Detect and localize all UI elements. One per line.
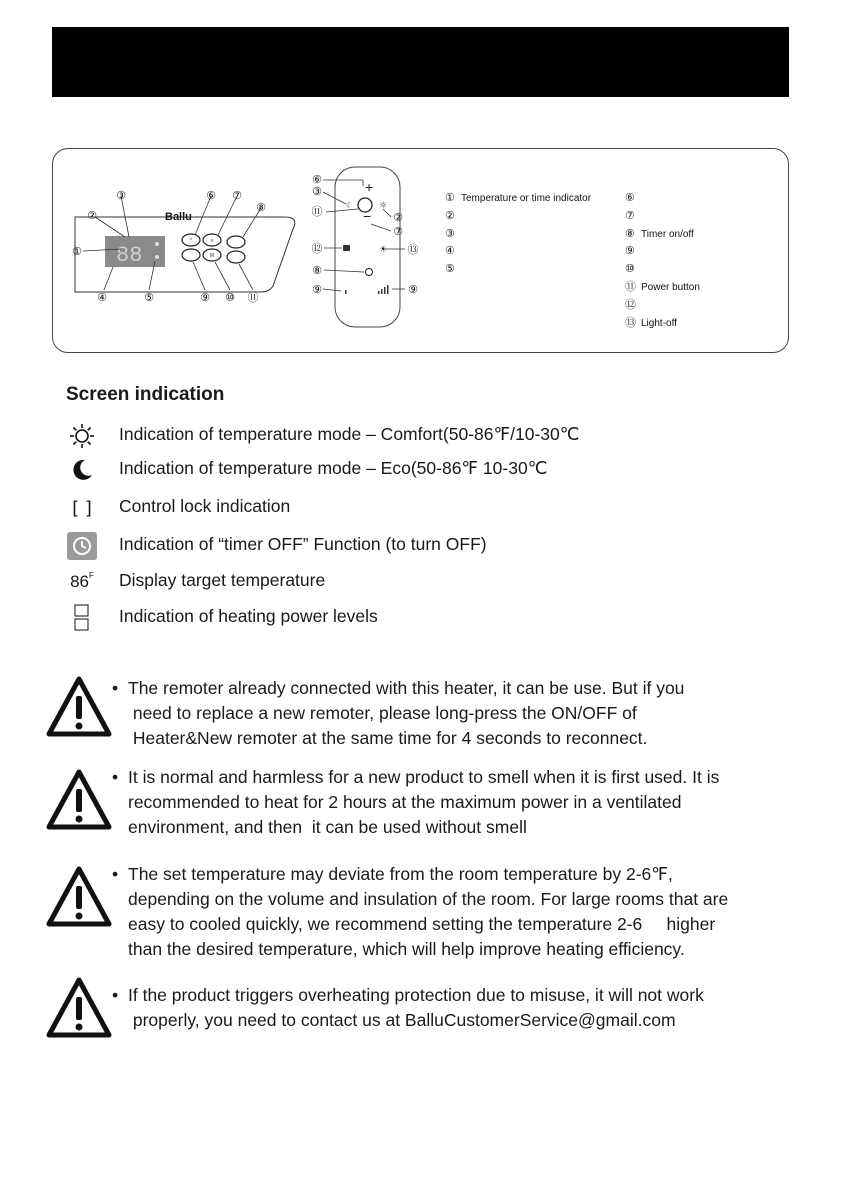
legend-right xyxy=(625,190,700,332)
legend-item: ① Temperature or time indicator xyxy=(445,192,592,204)
indication-row-target-temp xyxy=(52,567,792,597)
warning-temperature xyxy=(40,862,810,966)
indication-text: Display target temperature xyxy=(119,570,326,590)
warning-smell xyxy=(40,765,810,843)
brand-logo: Ballu xyxy=(165,211,192,223)
legend-item: ⑩ xyxy=(625,263,635,276)
warning-triangle-icon xyxy=(46,977,112,1044)
remote-sun-icon: ☼ xyxy=(379,201,388,211)
panel-callout: ⑨ xyxy=(200,291,210,304)
warning-text: • The set temperature may deviate from the room temperature by 2-6℉, depending on the volume and insulation of the room. For large rooms that are easy to cooled quickly, we recommend setting the temperature 2-6 higher than the desired temperature, which will help improve heating efficiency. xyxy=(112,864,729,959)
indication-row-power-level xyxy=(52,603,792,633)
timer-button xyxy=(227,236,245,248)
indication-row-timer xyxy=(52,531,792,561)
remote-callout: ⑦ xyxy=(393,225,403,238)
remote-callout: ⑪ xyxy=(311,205,323,218)
warning-reconnect xyxy=(40,676,810,754)
legend-item: ⑪ Power button xyxy=(625,280,700,293)
legend-item: ⑤ xyxy=(445,263,455,276)
remote-callout: ⑧ xyxy=(312,264,322,277)
panel-callout: ⑥ xyxy=(206,189,216,202)
indication-text: Indication of heating power levels xyxy=(119,606,378,626)
up-glyph: ^ xyxy=(189,238,193,244)
target-temp-icon: 86 $^F$ xyxy=(70,571,94,591)
indication-text: Indication of “timer OFF” Function (to turn OFF) xyxy=(119,534,487,554)
legend-left xyxy=(445,190,591,279)
legend-item: ② xyxy=(445,209,455,222)
timer-clock-icon xyxy=(64,531,100,561)
panel-callout: ① xyxy=(72,245,82,258)
mode-glyph: M xyxy=(209,253,215,259)
indication-row-comfort xyxy=(52,421,792,451)
product-diagram xyxy=(52,148,789,353)
led-display-digits: 88 xyxy=(116,243,143,268)
panel-callout: ⑤ xyxy=(144,291,154,304)
power-button-panel xyxy=(227,251,245,263)
legend-item: ⑥ xyxy=(625,192,635,204)
remote-power-high-icon xyxy=(378,285,389,294)
remote-callout: ③ xyxy=(312,185,322,198)
moon-icon xyxy=(64,455,100,485)
sun-icon xyxy=(64,421,100,451)
led-indicator-dot xyxy=(155,255,159,259)
warning-triangle-icon xyxy=(46,769,112,836)
panel-callout: ② xyxy=(87,209,97,222)
legend-item: ⑨ xyxy=(625,245,635,258)
brackets-icon: [ ] xyxy=(72,497,92,519)
panel-callout: ④ xyxy=(97,291,107,304)
warning-text: • If the product triggers overheating protection due to misuse, it will not work properly, you need to contact us at BalluCustomerService@gmail.com xyxy=(112,985,704,1030)
panel-callout: ⑧ xyxy=(256,201,266,214)
header-bar xyxy=(52,27,789,97)
remote-callout: ⑬ xyxy=(407,243,419,256)
panel-callout: ③ xyxy=(116,189,126,202)
warning-triangle-icon xyxy=(46,866,112,933)
warning-text: • It is normal and harmless for a new product to smell when it is first used. It is recommended to heat for 2 hours at the maximum power in a ventilated environment, and then it can be used without smell xyxy=(112,767,720,837)
indication-row-lock xyxy=(52,493,792,523)
legend-item: ⑬ Light-off xyxy=(625,316,677,329)
warning-triangle-icon xyxy=(46,676,112,743)
remote-plus: + xyxy=(365,179,374,195)
remote-minus: − xyxy=(363,208,372,224)
panel-callout: ⑩ xyxy=(225,291,235,304)
section-title: Screen indication xyxy=(66,384,225,405)
panel-callout: ⑪ xyxy=(247,291,259,304)
remote-callout: ⑥ xyxy=(312,173,322,186)
power-level-icon xyxy=(64,603,100,633)
indication-row-eco xyxy=(52,455,792,485)
indication-text: Indication of temperature mode – Comfort(50-86℉/10-30℃ xyxy=(119,424,580,444)
lock-button xyxy=(182,249,200,261)
legend-item: ⑫ xyxy=(625,298,636,311)
legend-item: ③ xyxy=(445,227,455,240)
remote-callout: ② xyxy=(393,211,403,224)
indication-text: Indication of temperature mode – Eco(50-86℉ 10-30℃ xyxy=(119,458,548,478)
legend-item: ④ xyxy=(445,245,455,258)
warning-overheating xyxy=(40,983,810,1043)
remote-timer-icon xyxy=(366,269,373,276)
panel-callout: ⑦ xyxy=(232,189,242,202)
indication-text: Control lock indication xyxy=(119,496,291,516)
remote-lock-icon xyxy=(343,245,350,251)
remote-power-low-icon xyxy=(345,290,347,294)
remote-callout: ⑨ xyxy=(408,283,418,296)
legend-item: ⑦ xyxy=(625,209,635,222)
remote-callout: ⑨ xyxy=(312,283,322,296)
led-indicator-dot xyxy=(155,242,159,246)
legend-item: ⑧ Timer on/off xyxy=(625,227,694,240)
remote-callout: ⑫ xyxy=(311,242,323,255)
remote-moon-icon: ☾ xyxy=(346,201,354,210)
down-glyph: v xyxy=(210,238,214,244)
warning-text: • The remoter already connected with this heater, it can be use. But if you need to replace a new remoter, please long-press the ON/OFF of Heater&New remoter at the same time for 4 seconds to reconnect. xyxy=(112,678,685,748)
remote-light-icon: ☀ xyxy=(379,245,388,255)
